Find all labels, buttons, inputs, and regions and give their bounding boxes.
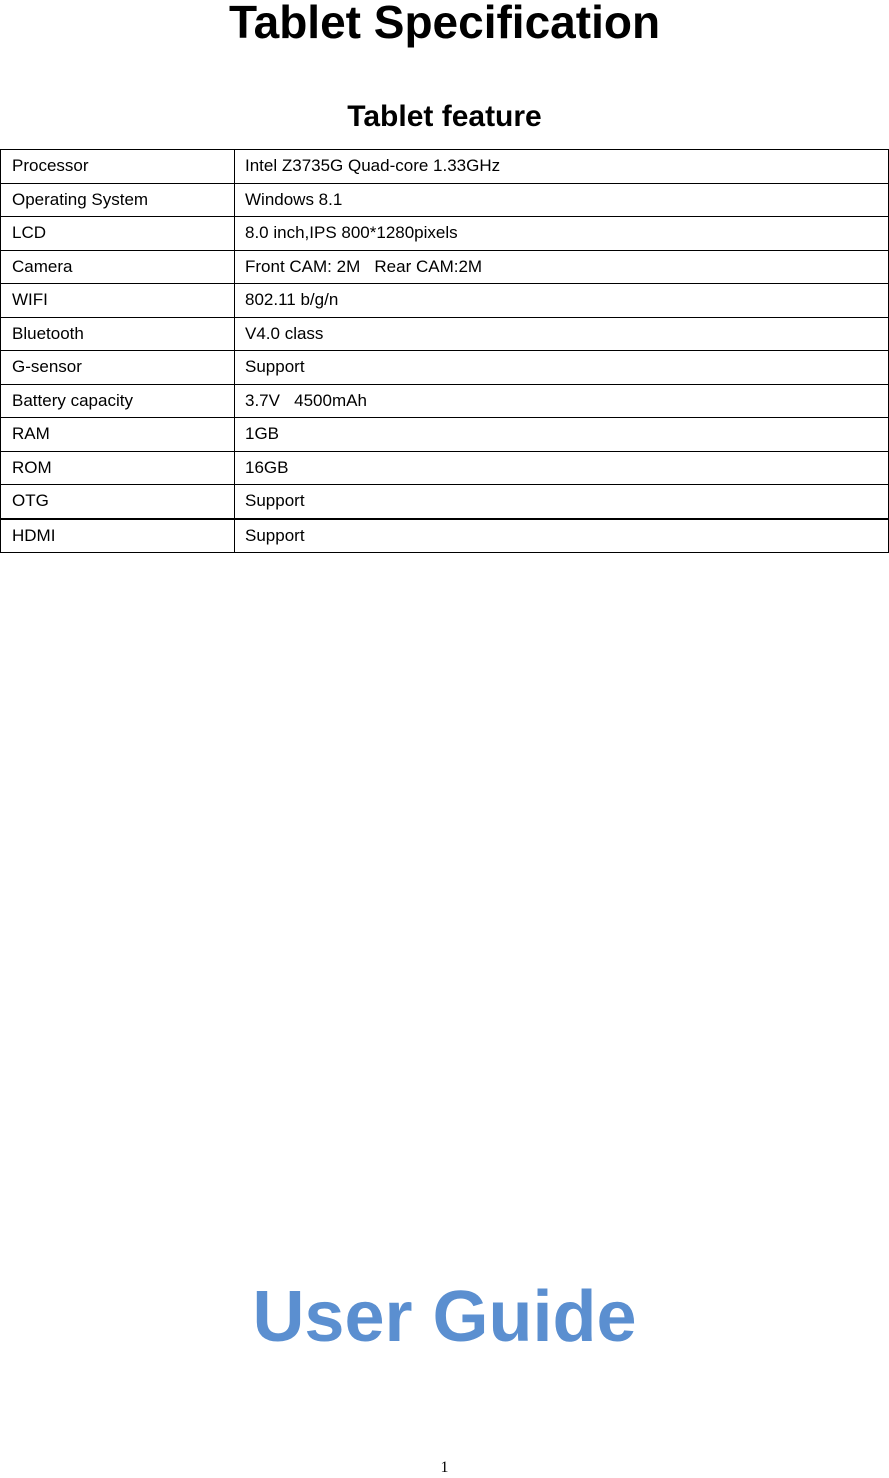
spec-key: Processor <box>1 150 235 184</box>
page-title: Tablet Specification <box>228 0 661 48</box>
table-row <box>1 150 889 184</box>
table-row <box>1 284 889 318</box>
spec-key: Camera <box>1 250 235 284</box>
spec-key: OTG <box>1 485 235 519</box>
spec-key: Bluetooth <box>1 317 235 351</box>
user-guide-heading: User Guide <box>252 1277 637 1357</box>
table-row <box>1 183 889 217</box>
spec-value: Intel Z3735G Quad-core 1.33GHz <box>235 150 889 184</box>
spec-table <box>0 149 889 553</box>
table-row <box>1 317 889 351</box>
spec-value: 1GB <box>235 418 889 452</box>
table-row <box>1 519 889 553</box>
spec-value: V4.0 class <box>235 317 889 351</box>
section-title: Tablet feature <box>347 100 542 133</box>
table-row <box>1 418 889 452</box>
page-number: 1 <box>440 1459 449 1476</box>
spec-key: WIFI <box>1 284 235 318</box>
spec-key: Battery capacity <box>1 384 235 418</box>
spec-value: 8.0 inch,IPS 800*1280pixels <box>235 217 889 251</box>
spec-key: LCD <box>1 217 235 251</box>
spec-value: 3.7V 4500mAh <box>235 384 889 418</box>
table-row <box>1 250 889 284</box>
spec-key: RAM <box>1 418 235 452</box>
table-row <box>1 217 889 251</box>
spec-value: 802.11 b/g/n <box>235 284 889 318</box>
spec-value: Support <box>235 519 889 553</box>
spec-key: ROM <box>1 451 235 485</box>
table-row <box>1 485 889 519</box>
spec-key: G-sensor <box>1 351 235 385</box>
table-row <box>1 451 889 485</box>
spec-value: Support <box>235 485 889 519</box>
spec-key: HDMI <box>1 519 235 553</box>
table-row <box>1 351 889 385</box>
table-row <box>1 384 889 418</box>
spec-key: Operating System <box>1 183 235 217</box>
spec-value: 16GB <box>235 451 889 485</box>
spec-value: Support <box>235 351 889 385</box>
spec-value: Front CAM: 2M Rear CAM:2M <box>235 250 889 284</box>
spec-value: Windows 8.1 <box>235 183 889 217</box>
